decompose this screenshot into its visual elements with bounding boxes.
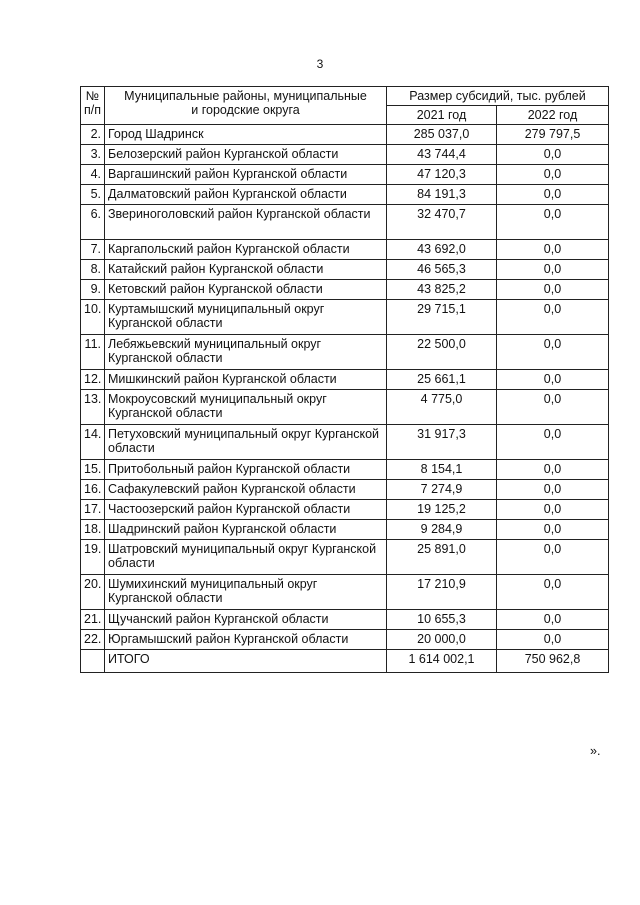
row-municipality: Белозерский район Курганской области <box>105 145 387 165</box>
row-municipality: Сафакулевский район Курганской области <box>105 480 387 500</box>
table-row <box>81 260 609 280</box>
row-value-2022: 0,0 <box>497 205 609 240</box>
table-row <box>81 500 609 520</box>
row-number: 7. <box>81 240 105 260</box>
row-value-2022: 0,0 <box>497 425 609 460</box>
header-number <box>81 87 105 125</box>
total-2022: 750 962,8 <box>497 650 609 673</box>
row-municipality: Щучанский район Курганской области <box>105 610 387 630</box>
row-value-2022: 0,0 <box>497 540 609 575</box>
table-row <box>81 575 609 610</box>
row-municipality: Мишкинский район Курганской области <box>105 370 387 390</box>
row-number: 9. <box>81 280 105 300</box>
table-row <box>81 425 609 460</box>
row-value-2022: 0,0 <box>497 500 609 520</box>
row-value-2021: 43 692,0 <box>387 240 497 260</box>
row-value-2022: 0,0 <box>497 300 609 335</box>
row-number: 15. <box>81 460 105 480</box>
row-number: 18. <box>81 520 105 540</box>
row-number: 17. <box>81 500 105 520</box>
row-value-2022: 0,0 <box>497 610 609 630</box>
row-value-2022: 0,0 <box>497 240 609 260</box>
row-number: 8. <box>81 260 105 280</box>
header-municipality-text: Муниципальные районы, муниципальные и городские округа <box>124 89 367 117</box>
header-municipality <box>105 87 387 125</box>
table-row <box>81 460 609 480</box>
row-value-2021: 43 825,2 <box>387 280 497 300</box>
table-row <box>81 145 609 165</box>
row-number: 3. <box>81 145 105 165</box>
table-row <box>81 540 609 575</box>
row-number: 20. <box>81 575 105 610</box>
subsidy-table <box>80 86 609 673</box>
table-row <box>81 280 609 300</box>
row-municipality: Мокроусовский муниципальный округ Курганской области <box>105 390 387 425</box>
row-municipality: Варгашинский район Курганской области <box>105 165 387 185</box>
row-value-2022: 0,0 <box>497 630 609 650</box>
table-row <box>81 630 609 650</box>
row-number: 22. <box>81 630 105 650</box>
row-value-2021: 19 125,2 <box>387 500 497 520</box>
row-value-2021: 31 917,3 <box>387 425 497 460</box>
table-row <box>81 335 609 370</box>
row-value-2021: 8 154,1 <box>387 460 497 480</box>
row-number: 2. <box>81 125 105 145</box>
row-value-2021: 25 891,0 <box>387 540 497 575</box>
row-value-2021: 4 775,0 <box>387 390 497 425</box>
row-municipality: Звериноголовский район Курганской области <box>105 205 387 240</box>
row-value-2022: 0,0 <box>497 185 609 205</box>
header-subsidy-amount: Размер субсидий, тыс. рублей <box>387 87 609 106</box>
row-municipality: Кетовский район Курганской области <box>105 280 387 300</box>
row-value-2021: 10 655,3 <box>387 610 497 630</box>
row-value-2022: 0,0 <box>497 575 609 610</box>
header-year-2022: 2022 год <box>497 106 609 125</box>
row-value-2021: 17 210,9 <box>387 575 497 610</box>
row-value-2021: 25 661,1 <box>387 370 497 390</box>
row-number: 16. <box>81 480 105 500</box>
table-row <box>81 185 609 205</box>
row-municipality: Шадринский район Курганской области <box>105 520 387 540</box>
table-row <box>81 520 609 540</box>
row-value-2021: 47 120,3 <box>387 165 497 185</box>
table-row <box>81 610 609 630</box>
row-municipality: Лебяжьевский муниципальный округ Курганской области <box>105 335 387 370</box>
table-row <box>81 370 609 390</box>
table-row <box>81 480 609 500</box>
row-number: 21. <box>81 610 105 630</box>
row-value-2021: 46 565,3 <box>387 260 497 280</box>
row-municipality: Частоозерский район Курганской области <box>105 500 387 520</box>
row-value-2022: 0,0 <box>497 480 609 500</box>
row-municipality: Куртамышский муниципальный округ Курганской области <box>105 300 387 335</box>
table-row <box>81 125 609 145</box>
table-row <box>81 390 609 425</box>
row-value-2021: 20 000,0 <box>387 630 497 650</box>
row-value-2021: 32 470,7 <box>387 205 497 240</box>
total-row <box>81 650 609 673</box>
row-number: 14. <box>81 425 105 460</box>
row-value-2022: 0,0 <box>497 370 609 390</box>
row-number: 11. <box>81 335 105 370</box>
total-number-cell <box>81 650 105 673</box>
row-value-2022: 0,0 <box>497 460 609 480</box>
table-body <box>81 125 609 650</box>
row-value-2021: 285 037,0 <box>387 125 497 145</box>
row-municipality: Каргапольский район Курганской области <box>105 240 387 260</box>
table-row <box>81 205 609 240</box>
table-row <box>81 300 609 335</box>
total-2021: 1 614 002,1 <box>387 650 497 673</box>
row-municipality: Город Шадринск <box>105 125 387 145</box>
row-value-2022: 0,0 <box>497 280 609 300</box>
row-municipality: Катайский район Курганской области <box>105 260 387 280</box>
row-value-2022: 0,0 <box>497 390 609 425</box>
row-municipality: Петуховский муниципальный округ Курганской области <box>105 425 387 460</box>
row-value-2021: 29 715,1 <box>387 300 497 335</box>
row-value-2021: 84 191,3 <box>387 185 497 205</box>
row-value-2022: 279 797,5 <box>497 125 609 145</box>
row-municipality: Далматовский район Курганской области <box>105 185 387 205</box>
row-municipality: Шатровский муниципальный округ Курганской области <box>105 540 387 575</box>
row-value-2022: 0,0 <box>497 335 609 370</box>
table-row <box>81 240 609 260</box>
header-number-text: № п/п <box>84 89 102 117</box>
row-number: 5. <box>81 185 105 205</box>
row-value-2022: 0,0 <box>497 145 609 165</box>
row-value-2021: 22 500,0 <box>387 335 497 370</box>
row-number: 19. <box>81 540 105 575</box>
row-value-2021: 43 744,4 <box>387 145 497 165</box>
header-year-2021: 2021 год <box>387 106 497 125</box>
row-value-2021: 9 284,9 <box>387 520 497 540</box>
row-municipality: Шумихинский муниципальный округ Курганской области <box>105 575 387 610</box>
row-number: 4. <box>81 165 105 185</box>
row-number: 13. <box>81 390 105 425</box>
row-municipality: Притобольный район Курганской области <box>105 460 387 480</box>
page-number: 3 <box>316 57 324 71</box>
row-value-2022: 0,0 <box>497 165 609 185</box>
closing-quote: ». <box>590 744 601 758</box>
table-row <box>81 165 609 185</box>
row-number: 12. <box>81 370 105 390</box>
row-value-2022: 0,0 <box>497 520 609 540</box>
row-value-2022: 0,0 <box>497 260 609 280</box>
row-municipality: Юргамышский район Курганской области <box>105 630 387 650</box>
total-label: ИТОГО <box>105 650 387 673</box>
row-number: 10. <box>81 300 105 335</box>
row-number: 6. <box>81 205 105 240</box>
row-value-2021: 7 274,9 <box>387 480 497 500</box>
